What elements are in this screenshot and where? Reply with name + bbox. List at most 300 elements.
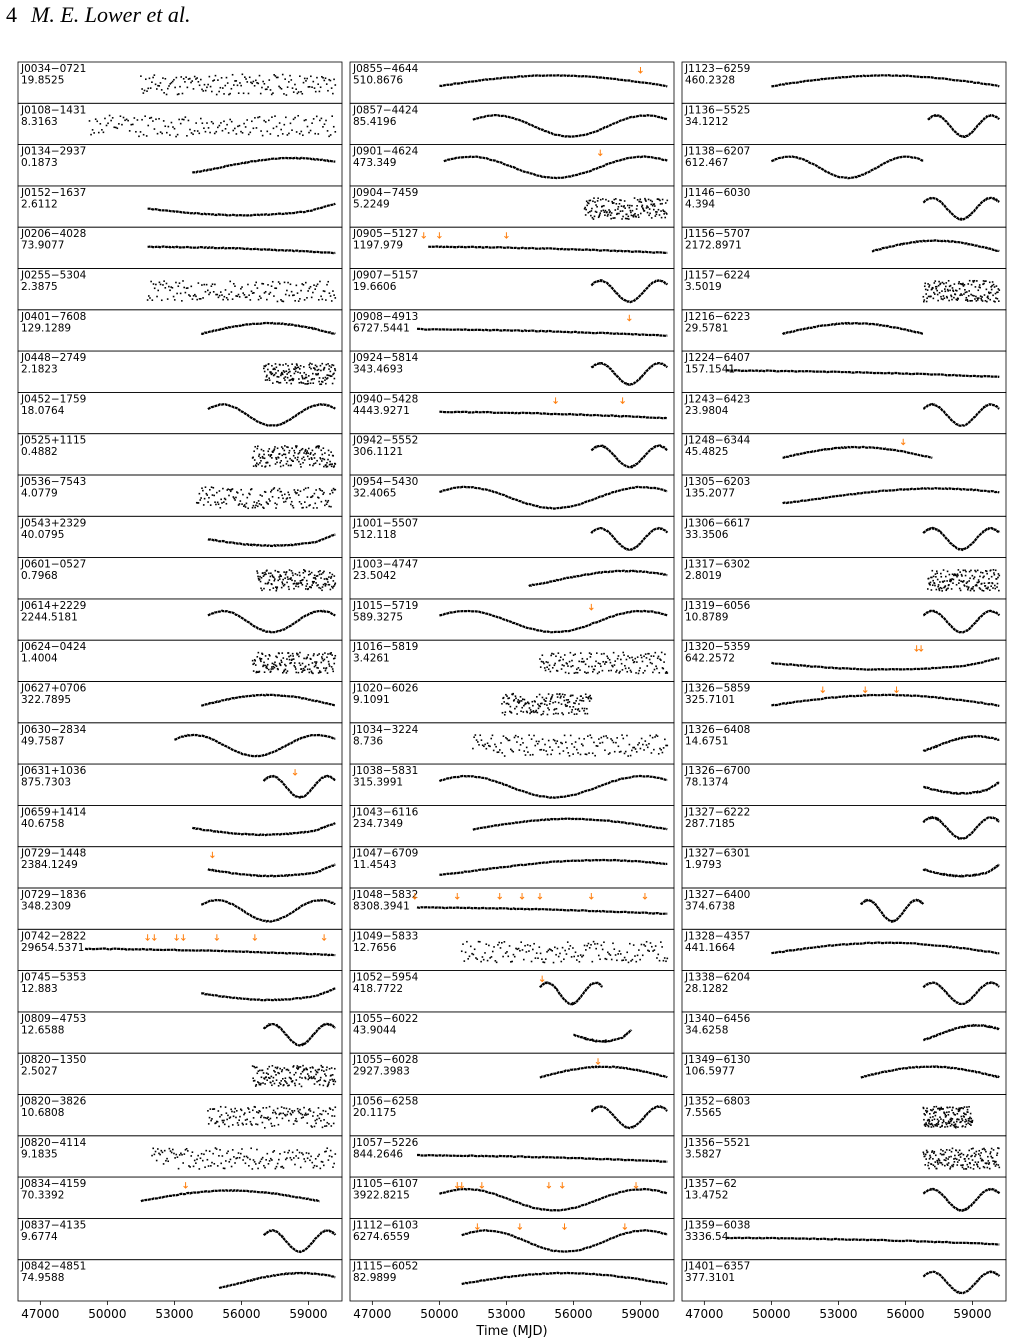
residual-panel <box>682 516 1006 557</box>
data-point <box>332 492 334 494</box>
data-point <box>226 1112 228 1114</box>
data-point <box>220 1163 222 1165</box>
data-point <box>325 383 327 385</box>
data-point <box>929 1121 931 1123</box>
data-point <box>592 200 594 202</box>
data-point <box>143 134 145 136</box>
data-point <box>977 1166 979 1168</box>
pulsar-value: 73.9077 <box>21 239 65 252</box>
glitch-arrow <box>547 1182 551 1188</box>
data-point <box>936 286 938 288</box>
data-point <box>179 86 181 88</box>
data-point <box>313 1112 315 1114</box>
data-point <box>612 666 614 668</box>
data-point <box>331 1115 333 1117</box>
data-point <box>331 87 333 89</box>
x-tick-label: 59000 <box>953 1307 992 1321</box>
data-point <box>283 1107 285 1109</box>
pulsar-name: J1327−6301 <box>685 847 751 860</box>
data-point <box>331 300 333 302</box>
data-point <box>309 363 311 365</box>
pulsar-name: J1048−5832 <box>353 889 419 901</box>
data-point <box>316 1081 318 1083</box>
data-point <box>300 131 302 133</box>
data-point <box>953 1122 955 1124</box>
data-point <box>998 300 1000 302</box>
residual-series <box>783 488 1000 503</box>
data-point <box>623 959 625 961</box>
data-point <box>641 738 643 740</box>
data-point <box>211 91 213 93</box>
data-point <box>263 450 265 452</box>
data-point <box>630 210 632 212</box>
data-point <box>178 93 180 95</box>
data-point <box>225 128 227 130</box>
data-point <box>271 365 273 367</box>
data-point <box>602 949 604 951</box>
data-point <box>306 78 308 80</box>
data-point <box>293 665 295 667</box>
data-point <box>288 1070 290 1072</box>
residual-panel <box>682 1136 1006 1177</box>
residual-panel <box>350 310 674 351</box>
data-point <box>606 211 608 213</box>
data-point <box>288 1120 290 1122</box>
data-point <box>272 1112 274 1114</box>
data-point <box>326 284 328 286</box>
page-number: 4 <box>6 2 17 27</box>
data-point <box>228 293 230 295</box>
data-point <box>587 212 589 214</box>
data-point <box>265 365 267 367</box>
data-point <box>526 747 528 749</box>
data-point <box>993 572 995 574</box>
data-point <box>155 284 157 286</box>
glitch-arrow <box>901 439 905 445</box>
data-point <box>325 77 327 79</box>
data-point <box>288 1150 290 1152</box>
data-point <box>162 284 164 286</box>
data-point <box>198 502 200 504</box>
data-point <box>614 751 616 753</box>
data-point <box>332 290 334 292</box>
data-point <box>199 493 201 495</box>
data-point <box>933 1164 935 1166</box>
data-point <box>582 708 584 710</box>
pulsar-name: J0627+0706 <box>21 682 87 695</box>
data-point <box>227 82 229 84</box>
data-point <box>255 282 257 284</box>
data-point <box>246 296 248 298</box>
data-point <box>331 463 333 465</box>
data-point <box>927 1165 929 1167</box>
pulsar-value: 78.1374 <box>685 776 729 789</box>
data-point <box>290 1157 292 1159</box>
data-point <box>290 283 292 285</box>
data-point <box>978 581 980 583</box>
data-point <box>556 708 558 710</box>
data-point <box>229 119 231 121</box>
data-point <box>970 1124 972 1126</box>
data-point <box>216 1148 218 1150</box>
data-point <box>268 79 270 81</box>
data-point <box>995 569 997 571</box>
residual-series <box>148 204 336 216</box>
data-point <box>528 734 530 736</box>
data-point <box>217 127 219 129</box>
data-point <box>576 713 578 715</box>
pulsar-value: 325.7101 <box>685 694 736 706</box>
data-point <box>328 450 330 452</box>
data-point <box>265 583 267 585</box>
data-point <box>190 1155 192 1157</box>
data-point <box>201 89 203 91</box>
data-point <box>332 383 334 385</box>
data-point <box>617 208 619 210</box>
data-point <box>586 754 588 756</box>
data-point <box>290 655 292 657</box>
data-point <box>261 1158 263 1160</box>
data-point <box>288 369 290 371</box>
data-point <box>293 507 295 509</box>
data-point <box>278 376 280 378</box>
data-point <box>200 118 202 120</box>
data-point <box>190 286 192 288</box>
data-point <box>314 1083 316 1085</box>
data-point <box>256 502 258 504</box>
data-point <box>646 941 648 943</box>
data-point <box>629 657 631 659</box>
data-point <box>586 200 588 202</box>
data-point <box>656 213 658 215</box>
data-point <box>298 378 300 380</box>
data-point <box>321 460 323 462</box>
data-point <box>660 659 662 661</box>
data-point <box>274 578 276 580</box>
data-point <box>527 944 529 946</box>
data-point <box>977 299 979 301</box>
data-point <box>591 737 593 739</box>
data-point <box>601 205 603 207</box>
data-point <box>175 282 177 284</box>
data-point <box>239 1157 241 1159</box>
pulsar-name: J1055−6022 <box>353 1012 419 1025</box>
data-point <box>248 294 250 296</box>
data-point <box>319 488 321 490</box>
data-point <box>289 371 291 373</box>
data-point <box>320 1077 322 1079</box>
data-point <box>946 297 948 299</box>
data-point <box>275 590 277 592</box>
data-point <box>209 1117 211 1119</box>
glitch-arrow <box>821 687 825 693</box>
residual-series <box>923 1025 999 1040</box>
data-point <box>300 1113 302 1115</box>
data-point <box>975 1161 977 1163</box>
data-point <box>541 703 543 705</box>
data-point <box>510 706 512 708</box>
data-point <box>467 958 469 960</box>
data-point <box>607 952 609 954</box>
data-point <box>469 956 471 958</box>
data-point <box>320 577 322 579</box>
residual-panel <box>350 1095 674 1136</box>
data-point <box>207 501 209 503</box>
data-point <box>274 661 276 663</box>
data-point <box>955 1123 957 1125</box>
pulsar-name: J1156−5707 <box>685 228 751 241</box>
data-point <box>275 1113 277 1115</box>
data-point <box>937 300 939 302</box>
data-point <box>312 81 314 83</box>
data-point <box>173 1153 175 1155</box>
data-point <box>523 959 525 961</box>
pulsar-value: 2244.5181 <box>21 611 78 624</box>
data-point <box>553 962 555 964</box>
data-point <box>659 214 661 216</box>
data-point <box>559 660 561 662</box>
data-point <box>934 1151 936 1153</box>
data-point <box>175 136 177 138</box>
data-point <box>958 579 960 581</box>
data-point <box>267 664 269 666</box>
data-point <box>587 735 589 737</box>
data-point <box>620 659 622 661</box>
data-point <box>213 487 215 489</box>
data-point <box>956 1164 958 1166</box>
data-point <box>329 1068 331 1070</box>
pulsar-name: J1056−6258 <box>353 1095 419 1108</box>
data-point <box>607 737 609 739</box>
data-point <box>545 750 547 752</box>
data-point <box>233 496 235 498</box>
data-point <box>294 452 296 454</box>
data-point <box>322 77 324 79</box>
data-point <box>571 709 573 711</box>
data-point <box>310 130 312 132</box>
data-point <box>330 589 332 591</box>
data-point <box>266 665 268 667</box>
data-point <box>505 694 507 696</box>
data-point <box>209 489 211 491</box>
data-point <box>654 736 656 738</box>
residual-panel <box>18 186 342 227</box>
residual-series <box>85 949 335 956</box>
data-point <box>264 671 266 673</box>
data-point <box>931 570 933 572</box>
data-point <box>164 125 166 127</box>
pulsar-name: J1243−6423 <box>685 393 751 406</box>
data-point <box>290 465 292 467</box>
data-point <box>126 119 128 121</box>
data-point <box>976 585 978 587</box>
data-point <box>326 656 328 658</box>
data-point <box>271 285 273 287</box>
data-point <box>291 579 293 581</box>
data-point <box>997 1152 999 1154</box>
data-point <box>928 1162 930 1164</box>
data-point <box>986 571 988 573</box>
data-point <box>314 1165 316 1167</box>
data-point <box>178 119 180 121</box>
data-point <box>318 1069 320 1071</box>
data-point <box>937 586 939 588</box>
data-point <box>327 130 329 132</box>
data-point <box>619 671 621 673</box>
data-point <box>307 654 309 656</box>
data-point <box>279 1068 281 1070</box>
data-point <box>282 74 284 76</box>
data-point <box>519 700 521 702</box>
glitch-arrow <box>863 687 867 693</box>
data-point <box>650 662 652 664</box>
data-point <box>558 652 560 654</box>
data-point <box>201 487 203 489</box>
data-point <box>600 737 602 739</box>
data-point <box>233 84 235 86</box>
data-point <box>152 1148 154 1150</box>
data-point <box>255 466 257 468</box>
glitch-arrow <box>623 1223 627 1229</box>
data-point <box>304 577 306 579</box>
data-point <box>652 737 654 739</box>
data-point <box>547 707 549 709</box>
pulsar-name: J1319−6056 <box>685 599 751 612</box>
data-point <box>267 369 269 371</box>
data-point <box>321 501 323 503</box>
data-point <box>285 376 287 378</box>
data-point <box>993 1149 995 1151</box>
data-point <box>308 383 310 385</box>
data-point <box>555 713 557 715</box>
data-point <box>196 1159 198 1161</box>
data-point <box>472 748 474 750</box>
residual-series <box>174 735 335 756</box>
data-point <box>149 297 151 299</box>
data-point <box>600 665 602 667</box>
data-point <box>305 487 307 489</box>
data-point <box>968 1106 970 1108</box>
residual-panel <box>18 723 342 764</box>
data-point <box>566 699 568 701</box>
data-point <box>330 366 332 368</box>
data-point <box>100 123 102 125</box>
residual-panel <box>682 888 1006 929</box>
data-point <box>302 584 304 586</box>
glitch-arrow <box>437 232 441 238</box>
data-point <box>202 90 204 92</box>
data-point <box>327 466 329 468</box>
data-point <box>929 1155 931 1157</box>
data-point <box>324 659 326 661</box>
data-point <box>203 1153 205 1155</box>
data-point <box>579 961 581 963</box>
data-point <box>311 1078 313 1080</box>
data-point <box>154 74 156 76</box>
data-point <box>966 586 968 588</box>
pulsar-value: 0.1873 <box>21 157 58 170</box>
data-point <box>316 116 318 118</box>
data-point <box>644 670 646 672</box>
data-point <box>941 1125 943 1127</box>
data-point <box>273 295 275 297</box>
residual-series <box>591 280 667 302</box>
data-point <box>267 503 269 505</box>
data-point <box>958 281 960 283</box>
data-point <box>202 490 204 492</box>
residual-panel <box>682 145 1006 186</box>
data-point <box>333 585 335 587</box>
data-point <box>332 587 334 589</box>
data-point <box>251 1124 253 1126</box>
data-point <box>226 1152 228 1154</box>
residual-series <box>861 1066 1000 1077</box>
data-point <box>289 659 291 661</box>
pulsar-name: J1317−6302 <box>685 558 751 571</box>
data-point <box>568 672 570 674</box>
data-point <box>313 581 315 583</box>
data-point <box>260 460 262 462</box>
data-point <box>171 1152 173 1154</box>
data-point <box>592 671 594 673</box>
data-point <box>325 1075 327 1077</box>
data-point <box>615 954 617 956</box>
data-point <box>996 1154 998 1156</box>
data-point <box>614 217 616 219</box>
data-point <box>575 708 577 710</box>
data-point <box>230 1116 232 1118</box>
residual-panel <box>682 558 1006 599</box>
data-point <box>92 129 94 131</box>
data-point <box>322 1110 324 1112</box>
data-point <box>923 1153 925 1155</box>
data-point <box>234 1111 236 1113</box>
data-point <box>204 84 206 86</box>
data-point <box>990 585 992 587</box>
data-point <box>588 203 590 205</box>
data-point <box>293 378 295 380</box>
data-point <box>945 1122 947 1124</box>
pulsar-value: 49.7587 <box>21 735 65 748</box>
data-point <box>931 1123 933 1125</box>
data-point <box>933 1106 935 1108</box>
residual-series <box>439 776 667 798</box>
data-point <box>970 570 972 572</box>
data-point <box>966 297 968 299</box>
data-point <box>213 1163 215 1165</box>
data-point <box>206 284 208 286</box>
pulsar-value: 3.4261 <box>353 652 390 665</box>
data-point <box>273 1150 275 1152</box>
data-point <box>566 705 568 707</box>
data-point <box>592 217 594 219</box>
data-point <box>502 956 504 958</box>
data-point <box>270 133 272 135</box>
data-point <box>946 580 948 582</box>
data-point <box>503 701 505 703</box>
data-point <box>948 1114 950 1116</box>
data-point <box>303 372 305 374</box>
data-point <box>238 294 240 296</box>
data-point <box>548 709 550 711</box>
data-point <box>290 1114 292 1116</box>
data-point <box>650 942 652 944</box>
data-point <box>575 951 577 953</box>
data-point <box>157 290 159 292</box>
data-point <box>234 285 236 287</box>
data-point <box>549 700 551 702</box>
data-point <box>174 128 176 130</box>
